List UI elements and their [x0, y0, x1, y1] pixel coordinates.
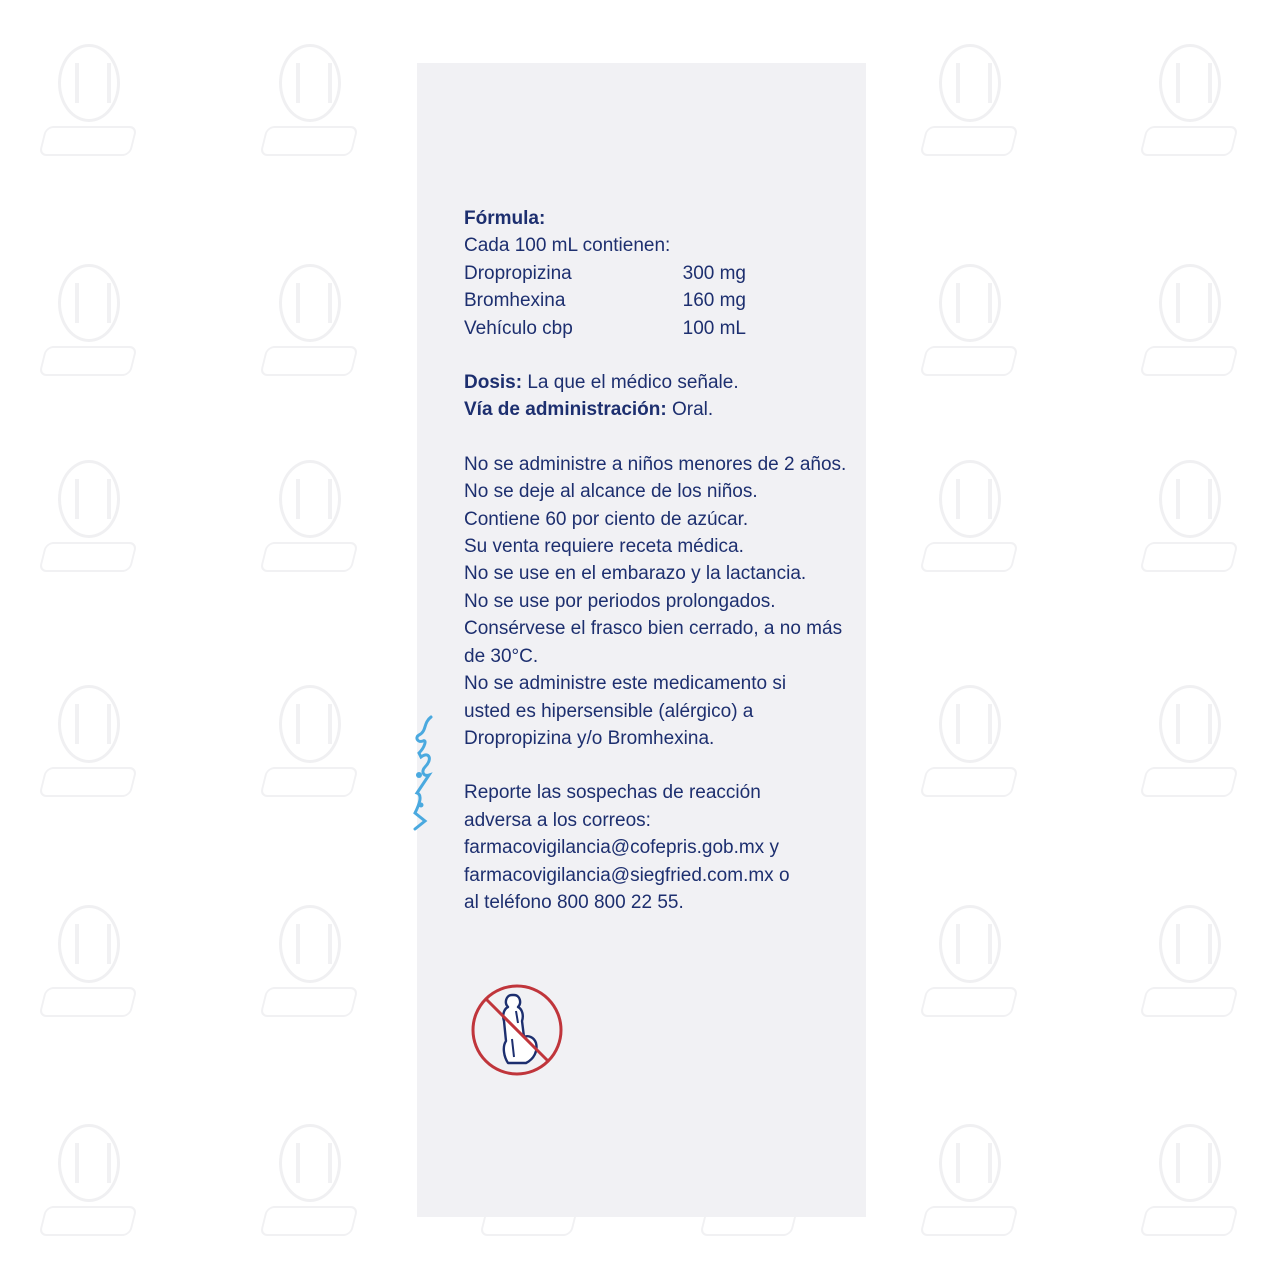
- dosage-line: [464, 369, 854, 396]
- ingredient-amount: 300 mg: [682, 262, 746, 284]
- pharmacy-logo-watermark: [263, 264, 359, 384]
- warning-item: No se use en el embarazo y la lactancia.: [464, 563, 807, 585]
- route-line: [464, 396, 854, 423]
- report-intro: Reporte las sospechas de reacción adversa a los correos:: [464, 782, 761, 831]
- ingredient-row: [464, 287, 854, 314]
- warning-item: Contiene 60 por ciento de azúcar.: [464, 508, 749, 530]
- blue-splash-decoration: [413, 713, 437, 833]
- pharmacy-logo-watermark: [1143, 1124, 1239, 1244]
- warning-item: No se deje al alcance de los niños.: [464, 481, 758, 503]
- label-text: [464, 205, 854, 916]
- pharmacy-logo-watermark: [42, 264, 138, 384]
- pharmacy-logo-watermark: [263, 1124, 359, 1244]
- ingredient-row: [464, 260, 854, 287]
- warning-item: No se administre este medicamento si usted es hipersensible (alérgico) a Dropropizina y/o Bromhexina.: [464, 673, 787, 749]
- pharmacy-logo-watermark: [1143, 905, 1239, 1025]
- ingredient-amount: 160 mg: [682, 290, 746, 312]
- formula-title: Fórmula:: [464, 208, 546, 229]
- formula-intro: Cada 100 mL contienen:: [464, 235, 671, 257]
- pharmacy-logo-watermark: [263, 460, 359, 580]
- warning-item: Su venta requiere receta médica.: [464, 536, 744, 558]
- pharmacy-logo-watermark: [923, 1124, 1019, 1244]
- cofepris-email: farmacovigilancia@cofepris.gob.mx: [464, 837, 765, 859]
- no-pregnancy-icon: [468, 981, 566, 1079]
- pharmacy-logo-watermark: [42, 1124, 138, 1244]
- ingredient-name: Vehículo cbp: [464, 317, 573, 339]
- pharmacy-logo-watermark: [1143, 685, 1239, 805]
- pharmacy-logo-watermark: [42, 44, 138, 164]
- pharmacy-logo-watermark: [42, 685, 138, 805]
- pharmacy-logo-watermark: [923, 905, 1019, 1025]
- ingredient-amount: 100 mL: [682, 317, 746, 339]
- ingredient-name: Dropropizina: [464, 262, 572, 284]
- report-phone: al teléfono 800 800 22 55.: [464, 891, 684, 913]
- dosage-label: Dosis:: [464, 372, 523, 394]
- pharmacy-logo-watermark: [923, 264, 1019, 384]
- pharmacy-logo-watermark: [923, 44, 1019, 164]
- route-value: Oral.: [666, 399, 714, 421]
- email-join: o: [773, 864, 790, 886]
- warning-item: No se use por periodos prolongados.: [464, 590, 776, 612]
- warning-item: Consérvese el frasco bien cerrado, a no más de 30°C.: [464, 618, 843, 667]
- pharmacy-logo-watermark: [1143, 44, 1239, 164]
- pharmacy-logo-watermark: [923, 460, 1019, 580]
- pharmacy-logo-watermark: [263, 44, 359, 164]
- siegfried-email: farmacovigilancia@siegfried.com.mx: [464, 864, 774, 886]
- pharmacy-logo-watermark: [263, 905, 359, 1025]
- ingredient-name: Bromhexina: [464, 290, 566, 312]
- report-email-line: [464, 862, 854, 889]
- route-label: Vía de administración:: [464, 399, 667, 421]
- pharmacy-logo-watermark: [1143, 460, 1239, 580]
- ingredient-row: [464, 315, 854, 342]
- report-email-line: [464, 834, 854, 861]
- pharmacy-logo-watermark: [42, 905, 138, 1025]
- pharmacy-logo-watermark: [1143, 264, 1239, 384]
- pharmacy-logo-watermark: [42, 460, 138, 580]
- pharmacy-logo-watermark: [263, 685, 359, 805]
- pharmacy-logo-watermark: [923, 685, 1019, 805]
- warning-item: No se administre a niños menores de 2 años.: [464, 453, 847, 475]
- email-join: y: [764, 837, 779, 859]
- dosage-value: La que el médico señale.: [522, 372, 739, 394]
- box-side-panel: [417, 63, 866, 1217]
